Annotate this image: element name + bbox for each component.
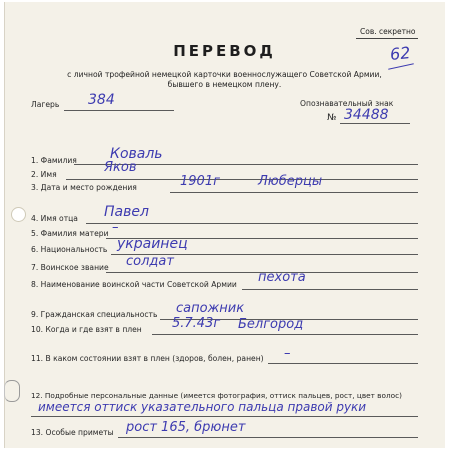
classification-label: Сов. секретно bbox=[360, 27, 416, 36]
field-nationality-value: украинец bbox=[117, 236, 188, 252]
field-surname-value: Коваль bbox=[110, 146, 163, 162]
field-father-name-label: 4. Имя отца bbox=[31, 214, 78, 223]
field-unit-line bbox=[242, 289, 418, 290]
field-condition-label: 11. В каком состоянии взят в плен (здоров, болен, ранен) bbox=[31, 354, 264, 363]
field-surname-label: 1. Фамилия bbox=[31, 156, 77, 165]
id-tag-label: Опознавательный знак bbox=[300, 99, 394, 108]
field-personal-data-label: 12. Подробные персональные данные (имеется фотография, оттиск пальцев, рост, цвет волос) bbox=[31, 391, 402, 400]
field-civil-specialty-value: сапожник bbox=[176, 301, 245, 316]
field-name-value: Яков bbox=[104, 160, 137, 175]
field-captured-place-value: Белгород bbox=[238, 317, 304, 332]
camp-value: 384 bbox=[88, 92, 115, 108]
field-birth-place-value: Люберцы bbox=[258, 174, 323, 189]
field-birth-label: 3. Дата и место рождения bbox=[31, 183, 137, 192]
camp-label: Лагерь bbox=[31, 100, 60, 109]
field-special-marks-line bbox=[118, 437, 418, 438]
field-captured-line bbox=[152, 334, 418, 335]
field-captured-date-value: 5.7.43г bbox=[172, 316, 221, 331]
id-tag-line bbox=[340, 123, 410, 124]
field-special-marks-value: рост 165, брюнет bbox=[126, 420, 246, 435]
field-personal-data-value: имеется оттиск указательного пальца правой руки bbox=[38, 400, 367, 414]
field-condition-line bbox=[268, 363, 418, 364]
field-rank-label: 7. Воинское звание bbox=[31, 263, 109, 272]
field-mother-surname-value: – bbox=[112, 220, 119, 235]
punch-hole-top bbox=[11, 207, 26, 222]
field-nationality-label: 6. Национальность bbox=[31, 245, 108, 254]
translation-card bbox=[4, 2, 445, 448]
field-mother-surname-label: 5. Фамилия матери bbox=[31, 229, 109, 238]
field-birth-year-value: 1901г bbox=[180, 174, 220, 189]
field-captured-label: 10. Когда и где взят в плен bbox=[31, 325, 142, 334]
field-name-line bbox=[66, 179, 418, 180]
camp-line bbox=[64, 110, 174, 111]
field-unit-value: пехота bbox=[258, 270, 306, 285]
field-father-name-line bbox=[86, 223, 418, 224]
field-civil-specialty-label: 9. Гражданская специальность bbox=[31, 310, 158, 319]
id-tag-value: 34488 bbox=[344, 107, 389, 123]
binder-clip-icon bbox=[4, 380, 20, 402]
field-birth-line bbox=[170, 192, 418, 193]
field-unit-label: 8. Наименование воинской части Советской Армии bbox=[31, 280, 237, 289]
field-name-label: 2. Имя bbox=[31, 170, 57, 179]
classification-underline bbox=[356, 38, 418, 39]
field-personal-data-line bbox=[31, 416, 418, 417]
subtitle-line-1: с личной трофейной немецкой карточки военнослужащего Советской Армии, bbox=[67, 70, 382, 79]
page-number: 62 bbox=[389, 42, 412, 65]
document-title: ПЕРЕВОД bbox=[173, 42, 276, 60]
field-rank-value: солдат bbox=[126, 254, 174, 269]
field-special-marks-label: 13. Особые приметы bbox=[31, 428, 114, 437]
field-condition-value: – bbox=[284, 346, 291, 361]
subtitle-line-2: бывшего в немецком плену. bbox=[167, 80, 282, 89]
field-father-name-value: Павел bbox=[104, 204, 149, 220]
id-tag-number-sign: № bbox=[327, 113, 337, 123]
